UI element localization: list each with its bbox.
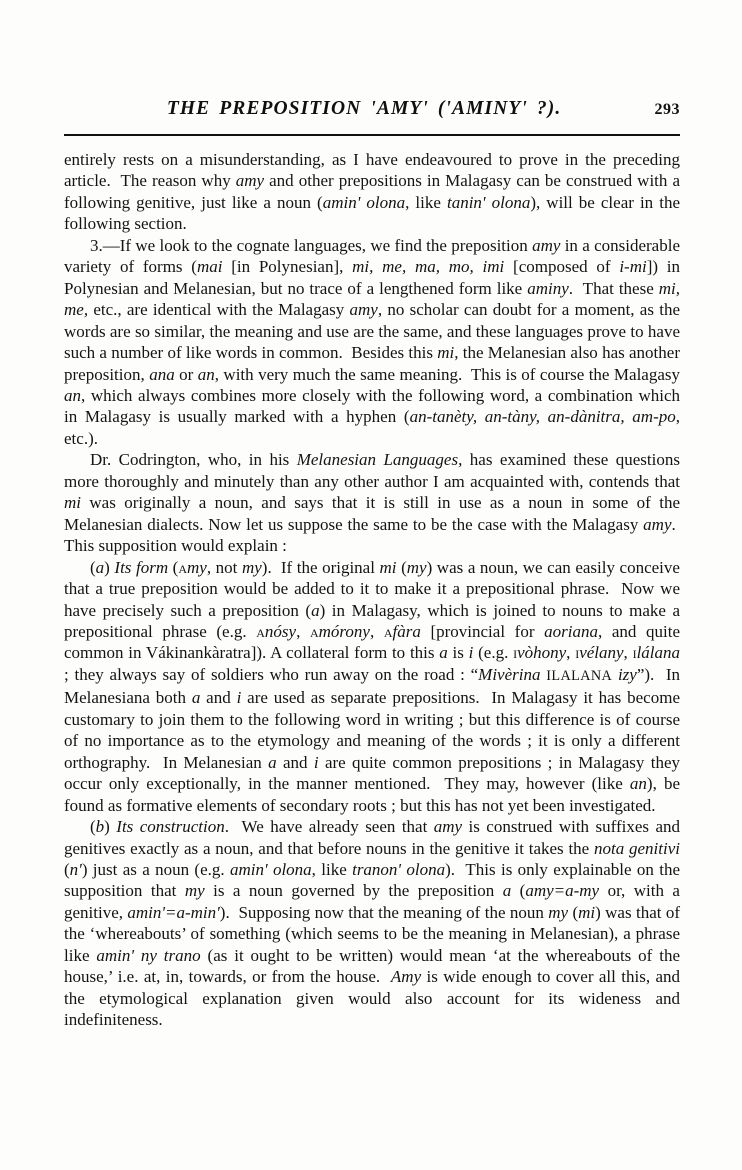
header-rule <box>64 134 680 136</box>
paragraph-section-3: 3.—If we look to the cognate languages, we find the preposition amy in a considerable variety of forms (mai [in Polynesian], mi, me, ma, mo, imi [composed of i-mi]) in Polynesian and Melanesian, but no trace of a lengthened form like aminy. That these mi, me, etc., are identical with the Malagasy amy, no scholar can doubt for a moment, as the words are so similar, the meaning and use are the same, and these languages prove to have such a number of like words in common. Besides this mi, the Melanesian also has another preposition, ana or an, with very much the same meaning. This is of course the Malagasy an, which always combines more closely with the following word, a combination which in Malagasy is usually marked with a hyphen (an-tanèty, an-tàny, an-dànitra, am-po, etc.). <box>64 235 681 448</box>
body-text <box>64 149 680 1031</box>
paragraph-a-its-form: (a) Its form (amy, not my). If the original mi (my) was a noun, we can easily conceive that a true preposition would be added to it to make it a prepositional phrase. Now we have precisely such a preposition (a) in Malagasy, which is joined to nouns to make a prepositional phrase (e.g. anósy, amórony, afàra [provincial for aoriana, and quite common in Vákinankàratra]). A collateral form to this a is i (e.g. ivòhony, ivélany, ilálana ; they always say of soldiers who run away on the road : “Mivèrina ILALANA izy”). In Melanesiana both a and i are used as separate prepositions. In Malagasy it has become customary to join them to the following word in writing ; but this difference is of course of no importance as to the etymology and meaning of the words ; it is only a different orthography. In Melanesian a and i are quite common prepositions ; in Malagasy they occur only exceptionally, in the manner mentioned. They may, however (like an), be found as formative elements of secondary roots ; but this has not yet been investigated. <box>64 557 681 815</box>
paragraph-continuation: entirely rests on a misunderstanding, as I have endeavoured to prove in the preceding article. The reason why amy and other prepositions in Malagasy can be construed with a following genitive, just like a noun (amin' olona, like tanin' olona), will be clear in the following section. <box>64 150 680 234</box>
paragraph-b-its-construction: (b) Its construction. We have already seen that amy is construed with suffixes and genitives exactly as a noun, and that before nouns in the genitive it takes the nota genitivi (n') just as a noun (e.g. amin' olona, like tranon' olona). This is only explainable on the supposition that my is a noun governed by the preposition a (amy=a-my or, with a genitive, amin'=a-min'). Supposing now that the meaning of the noun my (mi) was that of the ‘whereabouts’ of something (which seems to be the meaning in Melanesian), a phrase like amin' ny trano (as it ought to be written) would mean ‘at the whereabouts of the house,’ i.e. at, in, towards, or from the house. Amy is wide enough to cover all this, and the etymological explanation given would also account for its wideness and indefiniteness. <box>64 817 681 1030</box>
page-text-block <box>64 98 680 1031</box>
paragraph-codrington: Dr. Codrington, who, in his Melanesian Languages, has examined these questions more thoroughly and minutely than any other author I am acquainted with, contends that mi was originally a noun, and says that it is still in use as a noun in some of the Melanesian dialects. Now let us suppose the same to be the case with the Malagasy amy. This supposition would explain : <box>64 450 680 556</box>
page-number: 293 <box>654 101 680 118</box>
running-head-title: THE PREPOSITION 'AMY' ('AMINY' ?). <box>166 98 562 119</box>
running-head <box>64 98 680 128</box>
